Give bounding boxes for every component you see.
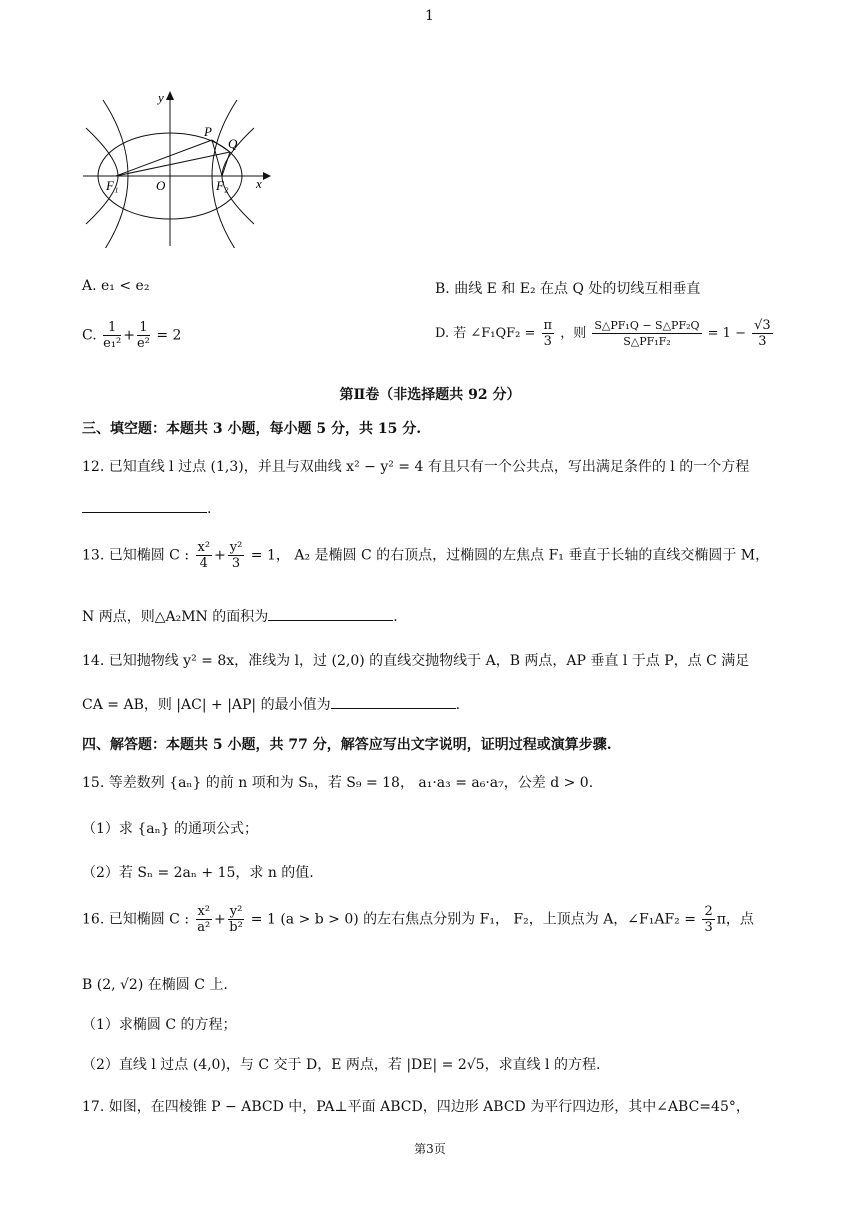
option-a: A. e₁ < e₂ <box>82 278 150 294</box>
option-d-mid: ，则 <box>560 326 587 341</box>
q12-line2 <box>82 500 211 517</box>
fraction-d3-num: √3 <box>754 318 771 333</box>
q15-line1: 15. 等差数列 {aₙ} 的前 n 项和为 Sₙ，若 S₉ = 18， a₁·a₃ = a₆·a₇，公差 d > 0. <box>82 775 594 791</box>
fraction-q16c-num: 2 <box>704 904 713 919</box>
q13-end: = 1， A₂ 是椭圆 C 的右顶点，过椭圆的左焦点 F₁ 垂直于长轴的直线交椭圆于 M， <box>250 547 770 564</box>
y-axis-arrow <box>166 91 174 100</box>
line-q-f2 <box>222 152 230 176</box>
q16-start: 16. 已知椭圆 C : <box>82 911 190 928</box>
q13-line2 <box>82 606 398 626</box>
section-ii-title: 第Ⅱ卷（非选择题共 92 分） <box>339 387 521 403</box>
option-c-prefix: C. <box>82 327 97 344</box>
fraction-c1 <box>103 320 121 351</box>
fraction-d2-num: S△PF₁Q − S△PF₂Q <box>594 319 700 332</box>
fraction-q16a-den: a² <box>197 920 211 935</box>
q17-line1: 17. 如图，在四棱锥 P − ABCD 中，PA⊥平面 ABCD，四边形 ABCD 为平行四边形，其中∠ABC=45°， <box>82 1099 750 1115</box>
fraction-q13b-den: 3 <box>231 556 241 571</box>
solve-heading: 四、解答题：本题共 5 小题，共 77 分，解答应写出文字说明，证明过程或演算步骤. <box>82 737 612 753</box>
fraction-d1-den: 3 <box>543 334 552 349</box>
option-d-end: = 1 − <box>707 326 746 341</box>
page-footer: 第3页 <box>414 1142 446 1156</box>
ellipse-hyperbola-figure <box>78 88 278 248</box>
fraction-q16c-den: 3 <box>704 920 713 935</box>
q14-period: . <box>455 697 461 713</box>
fraction-q13b <box>228 540 245 571</box>
option-c: C. $\frac{1}{\text{e₁²}}$ + $\frac{1}{\text{e²}}$ = 2 <box>82 320 182 351</box>
q16-part2: （2）直线 l 过点 (4,0)，与 C 交于 D，E 两点，若 |DE| = 2√5，求直线 l 的方程. <box>82 1057 601 1073</box>
hyperbola-right-branch-inner <box>212 100 237 248</box>
option-c-suffix: = 2 <box>156 327 182 344</box>
label-x: x <box>256 176 262 191</box>
fraction-q13a-num: x² <box>197 540 211 555</box>
fraction-d1-num: π <box>543 318 553 333</box>
q13-answer-blank[interactable] <box>268 608 393 621</box>
fraction-q16b <box>228 904 245 935</box>
q14-line2-text: CA = AB，则 |AC| + |AP| 的最小值为 <box>82 697 331 713</box>
q14-answer-blank[interactable] <box>331 696 456 709</box>
q16-end: π，点 <box>716 911 754 928</box>
q15-part1: （1）求 {aₙ} 的通项公式； <box>82 821 259 837</box>
fraction-c2-den: e² <box>136 336 150 351</box>
fraction-c1-num: 1 <box>103 320 121 336</box>
fraction-q16a-num: x² <box>197 904 211 919</box>
q14-line2 <box>82 694 460 714</box>
option-b: B. 曲线 E 和 E₂ 在点 Q 处的切线互相垂直 <box>435 281 701 297</box>
label-f2: F₂ <box>216 178 229 193</box>
fraction-q13b-num: y² <box>229 540 243 555</box>
label-o: O <box>156 178 166 193</box>
fraction-q13a <box>196 540 213 571</box>
label-y: y <box>158 90 164 105</box>
label-f1: F₁ <box>106 178 119 193</box>
line-f1-p <box>116 140 212 176</box>
page-number: 1 <box>425 8 434 24</box>
q16-mid: = 1 (a > b > 0) 的左右焦点分别为 F₁， F₂，上顶点为 A，∠F₁AF₂ = <box>250 911 696 928</box>
q13-line2-text: N 两点，则△A₂MN 的面积为 <box>82 609 269 625</box>
fraction-q16c <box>702 904 714 935</box>
q12-answer-blank[interactable] <box>82 500 207 513</box>
option-d-prefix: D. 若 ∠F₁QF₂ = <box>435 326 536 341</box>
fraction-c1-den: e₁² <box>103 336 122 351</box>
fill-heading: 三、填空题：本题共 3 小题，每小题 5 分，共 15 分. <box>82 421 422 437</box>
fraction-c2 <box>137 320 150 351</box>
fraction-d2 <box>592 318 701 349</box>
label-p: P <box>204 124 212 139</box>
fraction-q13a-den: 4 <box>199 556 208 571</box>
fraction-q16b-den: b² <box>229 920 243 935</box>
option-d <box>435 318 775 349</box>
q15-part2: （2）若 Sₙ = 2aₙ + 15，求 n 的值. <box>82 865 314 881</box>
q16-line1: 16. 已知椭圆 C : $\frac{\text{x²}}{\text{a²}}$ + $\frac{\text{y²}}{\text{b²}}$ = 1 (a > b > 0) 的左右焦点分别为 F₁， F₂，上顶点为 A，∠F₁AF₂ = $\frac{2}{3}$ π，点 <box>82 904 754 935</box>
label-q: Q <box>228 136 238 151</box>
q16-line2: B (2, √2) 在椭圆 C 上. <box>82 977 228 993</box>
fraction-c2-num: 1 <box>137 320 150 336</box>
fraction-q16a <box>196 904 213 935</box>
q13-start: 13. 已知椭圆 C : <box>82 547 190 564</box>
fraction-q16b-num: y² <box>229 904 243 919</box>
q14-line1: 14. 已知抛物线 y² = 8x，准线为 l，过 (2,0) 的直线交抛物线于 A，B 两点，AP 垂直 l 于点 P，点 C 满足 <box>82 653 750 669</box>
fraction-d2-den: S△PF₁F₂ <box>623 335 671 348</box>
q12-line1: 12. 已知直线 l 过点 (1,3)，并且与双曲线 x² − y² = 4 有且只有一个公共点，写出满足条件的 l 的一个方程 <box>82 459 750 475</box>
q13-period: . <box>393 609 398 625</box>
fraction-d3 <box>752 318 773 349</box>
fraction-d1 <box>542 318 555 349</box>
x-axis-arrow <box>263 172 271 180</box>
q16-part1: （1）求椭圆 C 的方程； <box>82 1017 237 1033</box>
q12-period: . <box>207 501 212 517</box>
fraction-d3-den: 3 <box>758 334 767 349</box>
q13-line1: 13. 已知椭圆 C : $\frac{\text{x²}}{4}$ + $\frac{\text{y²}}{3}$ = 1， A₂ 是椭圆 C 的右顶点，过椭圆的左焦点 F₁ 垂直于长轴的直线交椭圆于 M， <box>82 540 770 571</box>
